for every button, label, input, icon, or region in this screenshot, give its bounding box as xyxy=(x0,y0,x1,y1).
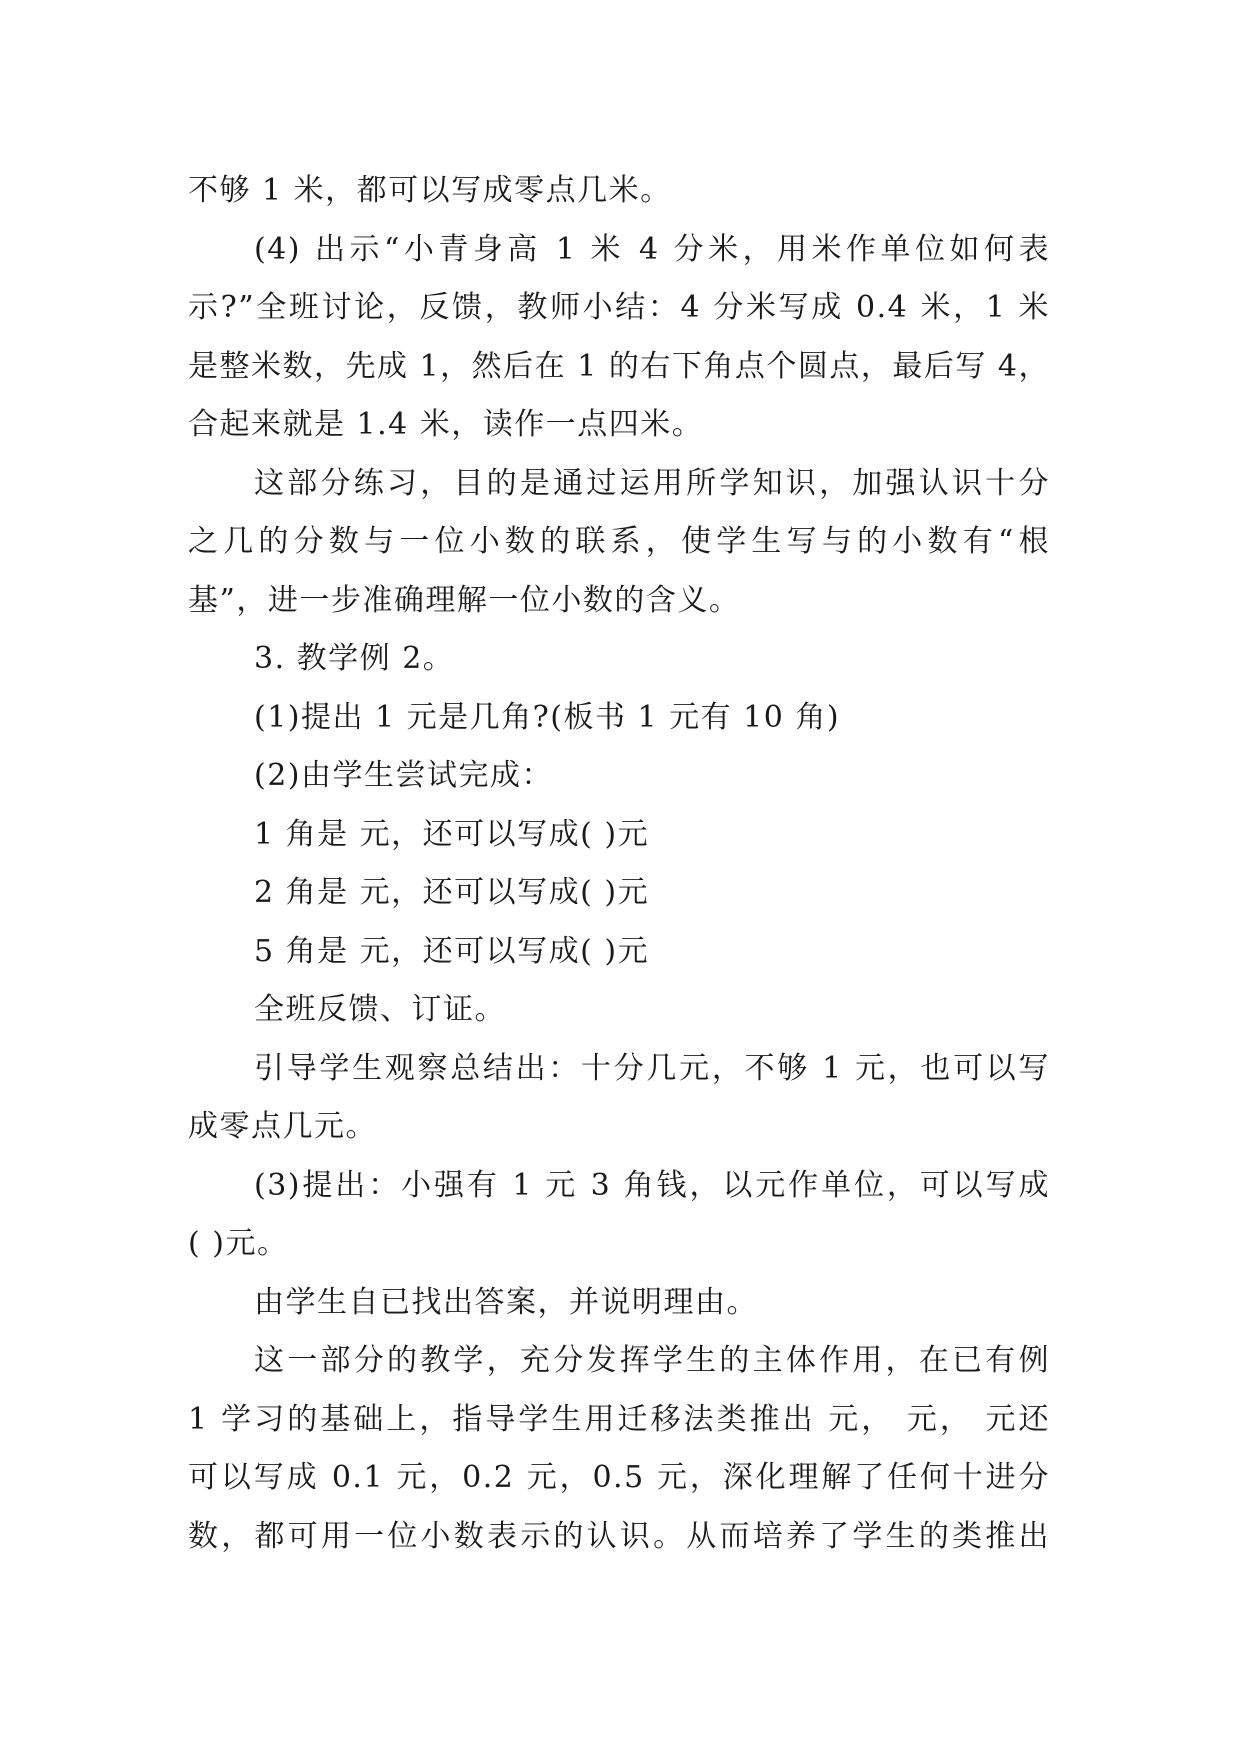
text-line: 1 角是 元，还可以写成( )元 xyxy=(254,816,650,852)
text-line: (3)提出：小强有 1 元 3 角钱，以元作单位，可以写成 xyxy=(254,1167,1050,1203)
text-line: (2)由学生尝试完成： xyxy=(254,758,553,793)
text-line: 由学生自已找出答案，并说明理由。 xyxy=(254,1284,758,1320)
text-line: 数，都可用一位小数表示的认识。从而培养了学生的类推出 xyxy=(188,1518,1050,1554)
text-line: 引导学生观察总结出：十分几元，不够 1 元，也可以写 xyxy=(254,1050,1050,1086)
text-line: ( )元。 xyxy=(188,1226,289,1261)
text-line: 全班反馈、订证。 xyxy=(254,992,506,1027)
text-line: 2 角是 元，还可以写成( )元 xyxy=(254,875,650,910)
text-line: 基”，进一步准确理解一位小数的含义。 xyxy=(188,582,741,618)
text-line: 5 角是 元，还可以写成( )元 xyxy=(254,933,650,969)
document-body xyxy=(188,162,1050,1566)
text-line: (1)提出 1 元是几角?(板书 1 元有 10 角) xyxy=(254,699,841,735)
text-line: 3. 教学例 2。 xyxy=(254,641,455,676)
text-line: 是整米数，先成 1，然后在 1 的右下角点个圆点，最后写 4， xyxy=(188,348,1050,384)
text-line: 成零点几元。 xyxy=(188,1109,377,1144)
text-line: 合起来就是 1.4 米，读作一点四米。 xyxy=(188,407,704,442)
text-line: 这部分练习，目的是通过运用所学知识，加强认识十分 xyxy=(254,465,1050,501)
text-line: 可以写成 0.1 元，0.2 元，0.5 元，深化理解了任何十进分 xyxy=(188,1460,1050,1495)
text-line: 之几的分数与一位小数的联系，使学生写与的小数有“根 xyxy=(188,524,1050,559)
text-line: 不够 1 米，都可以写成零点几米。 xyxy=(188,173,672,208)
text-line: 示?”全班讨论，反馈，教师小结：4 分米写成 0.4 米，1 米 xyxy=(188,290,1050,325)
text-line: (4) 出示“小青身高 1 米 4 分米，用米作单位如何表 xyxy=(254,231,1050,267)
text-line: 1 学习的基础上，指导学生用迁移法类推出 元， 元， 元还 xyxy=(188,1401,1050,1437)
text-line: 这一部分的教学，充分发挥学生的主体作用，在已有例 xyxy=(254,1343,1050,1378)
